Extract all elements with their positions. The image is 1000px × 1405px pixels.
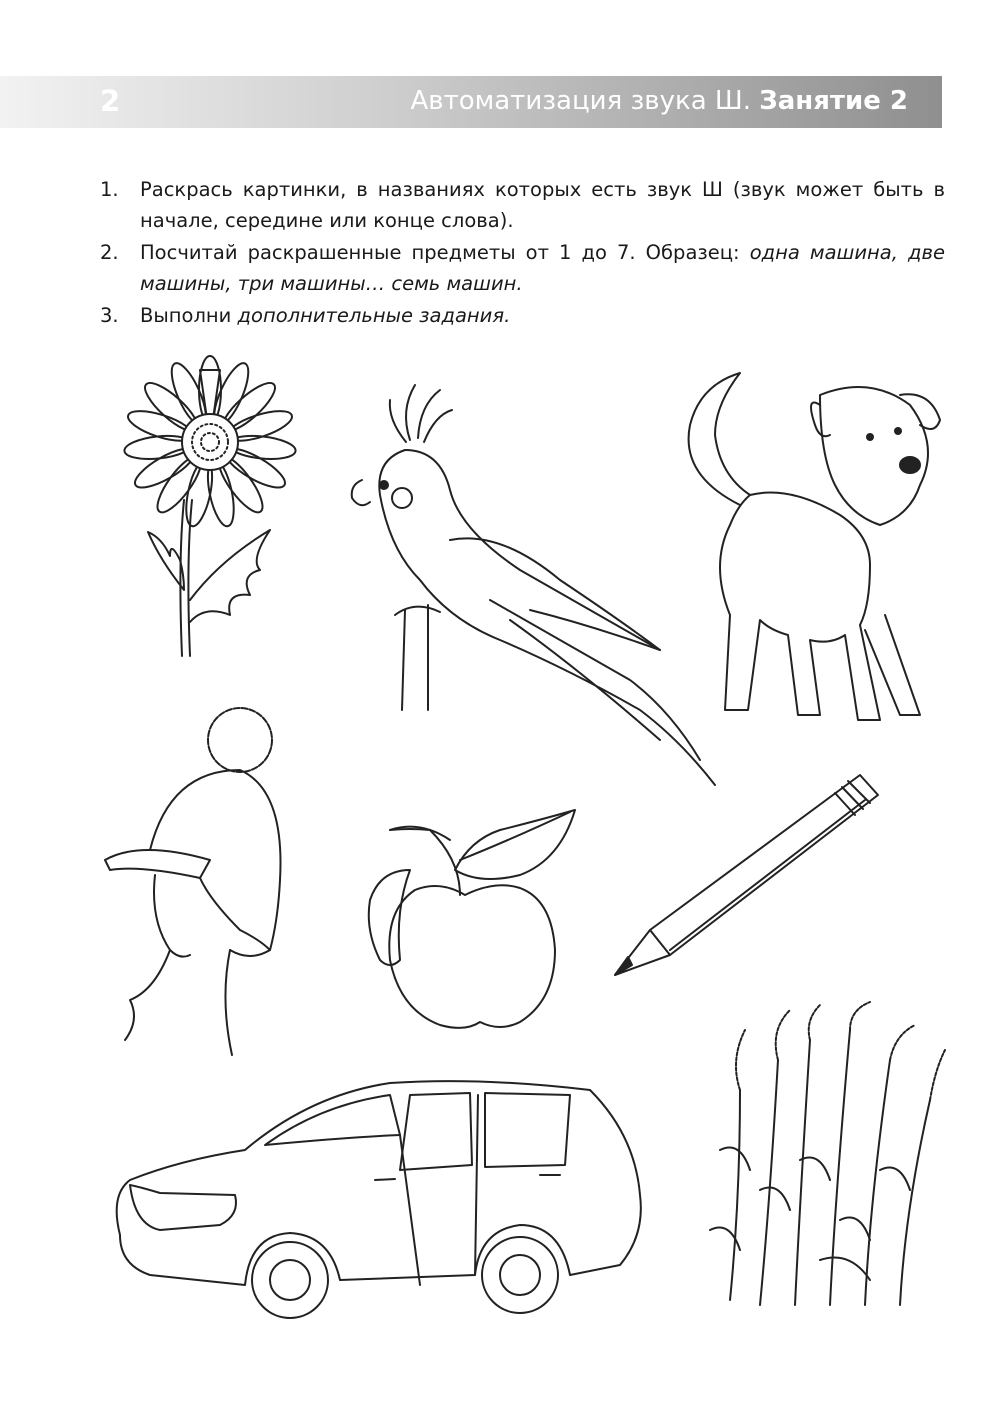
task-emphasis: дополнительные задания. [237,304,511,327]
task-item [90,237,945,299]
apple-picture [360,800,580,1040]
pencil-picture [610,765,885,980]
task-item [90,174,945,236]
title-bold: Занятие 2 [759,86,908,116]
task-number: 1. [100,178,119,201]
task-text: Выполни [140,304,232,327]
task-list [90,174,945,332]
page-number: 2 [100,84,121,118]
page-title [410,86,908,116]
dog-picture [670,365,950,735]
reeds-picture [700,1000,950,1310]
car-picture [100,1075,655,1315]
task-item [90,300,945,331]
daisy-flower-picture [100,360,320,660]
task-text: Посчитай раскрашенные предметы от 1 до 7. Образец: [140,241,740,264]
winter-hat-picture [100,700,290,1060]
task-number: 3. [100,304,119,327]
task-text: Раскрась картинки, в названиях которых есть звук Ш (звук может быть в начале, середине или конце слова). [140,178,945,232]
task-number: 2. [100,241,119,264]
title-regular: Автоматизация звука Ш. [410,86,751,116]
task-example: одна машина, две машины, три машины… семь машин. [140,241,945,295]
